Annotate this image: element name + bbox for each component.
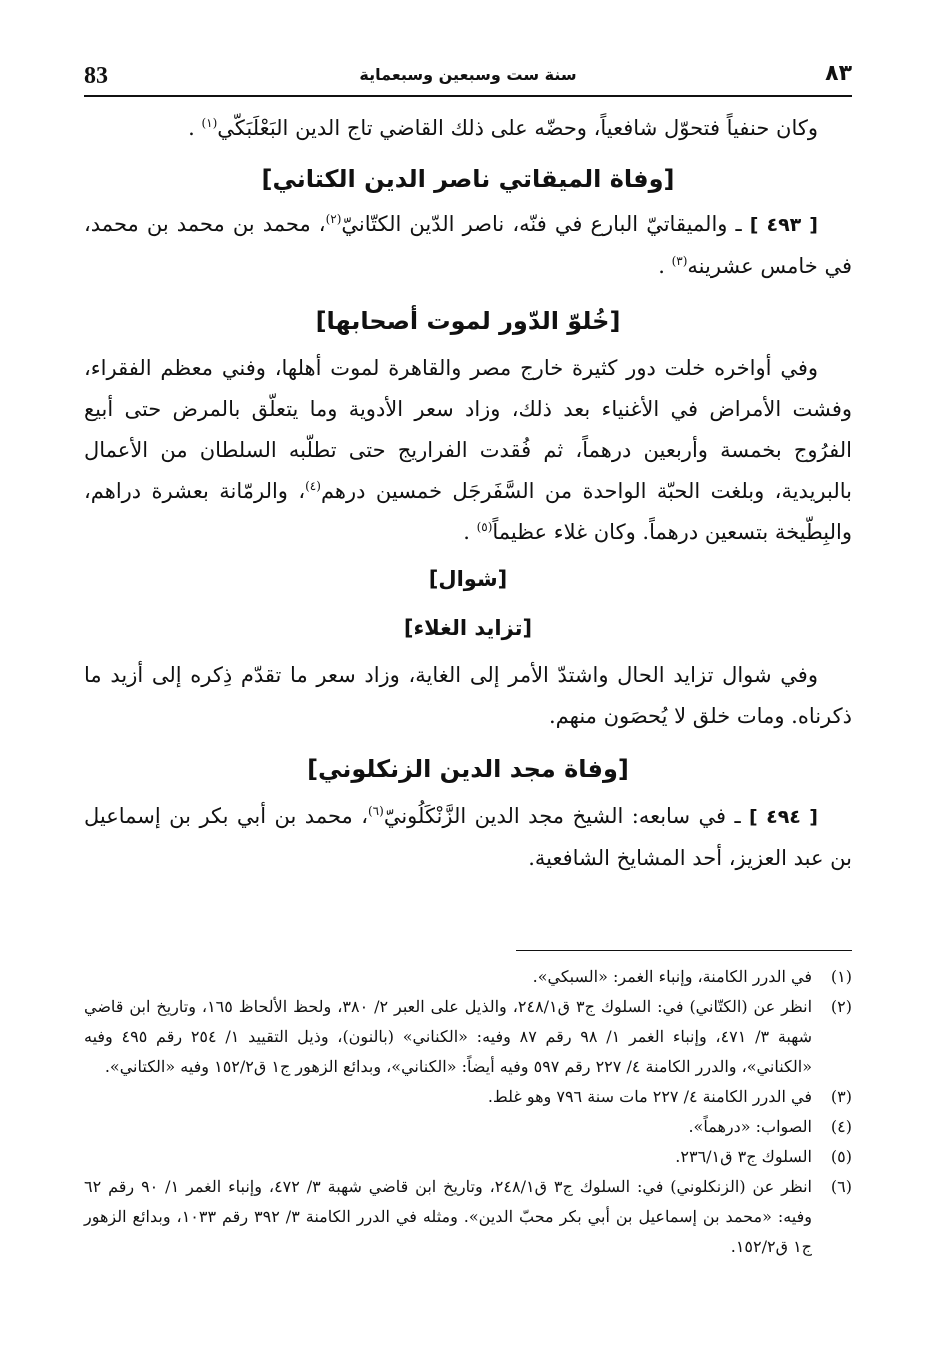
footnote-number: (٤) — [830, 1117, 852, 1136]
page-number-arabic: ٨٣ — [825, 61, 852, 86]
footnote-4 — [84, 1112, 852, 1142]
heading-miqati-death: [وفاة الميقاتي ناصر الدين الكتاني] — [261, 165, 675, 193]
entry-number: [ ٤٩٣ ] — [749, 214, 818, 236]
footnote-ref: (٢) — [325, 212, 342, 226]
footnote-text: انظر عن (الكتّاني) في: السلوك ج٣ ق٢٤٨/١، والذيل على العبر ٢/ ٣٨٠، ولحظ الألحاظ ١٦٥، وتاريخ ابن قاضي شهبة ٣/ ٤٧١، وإنباء الغمر ١/ ٩٨ رقم ٨٧ وفيه: «الكناني» (بالنون)، وذيل التقييد ١/ ٢٥٤ رقم ٤٩٥ وفيه «الكناني»، والدرر الكامنة ٤/ ٢٢٧ رقم ٥٩٧ وفيه أيضاً: «الكناني»، وبدائع الزهور ج١ ق١٥٢/٢ وفيه «الكتاني». — [84, 997, 813, 1076]
page-header — [84, 55, 852, 95]
entry-494: [ ٤٩٤ ] ـ في سابعه: الشيخ مجد الدين الزَّنْكَلُونيّ$^{(٦)}$، محمد بن أبي بكر بن إسماعيل بن عبد العزيز، أحد المشايخ الشافعية. — [84, 804, 852, 870]
footnote-number: (٦) — [830, 1177, 852, 1196]
footnote-ref: (١) — [201, 116, 218, 130]
paragraph-epidemic: وفي أواخره خلت دور كثيرة خارج مصر والقاهرة لموت أهلها، وفني معظم الفقراء، وفشت الأمراض في الأغنياء بعد ذلك، وزاد سعر الأدوية وما يتعلّق بالمرض حتى أبيع الفرُوج بخمسة وأربعين درهماً، ثم فُقدت الفراريج حتى تطلّبه السلطان من الأعمال بالبريدية، وبلغت الحبّة الواحدة من السَّفَرجَل خمسين درهم$^{(٤)}$، والرمّانة بعشرة دراهم، والبِطّيخة بتسعين درهماً. وكان غلاء عظيماً$^{(٥)}$ . — [84, 356, 852, 544]
footnotes — [84, 962, 852, 1262]
footnote-ref: (٥) — [476, 520, 493, 534]
footnote-ref: (٤) — [305, 479, 321, 493]
footnote-ref: (٦) — [367, 804, 384, 818]
footnote-2 — [84, 992, 852, 1082]
main-text — [84, 108, 852, 879]
footnote-rule — [516, 950, 852, 951]
header-rule — [84, 95, 852, 97]
footnote-number: (١) — [830, 967, 852, 986]
heading-shawwal: [شوال] — [428, 567, 508, 591]
heading-zankaluni-death: [وفاة مجد الدين الزنكلوني] — [307, 755, 629, 783]
footnote-ref: (٣) — [671, 254, 688, 268]
running-title: سنة ست وسبعين وسبعماية — [359, 65, 577, 84]
footnote-3 — [84, 1082, 852, 1112]
footnote-number: (٥) — [830, 1147, 852, 1166]
entry-number: [ ٤٩٤ ] — [749, 806, 818, 828]
footnote-number: (٣) — [830, 1087, 852, 1106]
footnote-1 — [84, 962, 852, 992]
footnote-5 — [84, 1142, 852, 1172]
heading-empty-houses: [خُلوّ الدّور لموت أصحابها] — [315, 307, 621, 335]
footnote-text: الصواب: «درهماً». — [688, 1117, 812, 1136]
entry-493: [ ٤٩٣ ] ـ والميقاتيّ البارع في فنّه، ناصر الدّين الكتّانيّ$^{(٢)}$، محمد بن محمد بن محمد، في خامس عشرينه$^{(٣)}$ . — [84, 212, 852, 278]
footnote-text: السلوك ج٣ ق٢٣٦/١. — [675, 1147, 812, 1166]
page-number-latin: 83 — [84, 63, 108, 89]
footnote-number: (٢) — [830, 997, 852, 1016]
paragraph-hanafi: وكان حنفياً فتحوّل شافعياً، وحضّه على ذلك القاضي تاج الدين البَعْلَبَكّي$^{(١)}$ . — [188, 116, 818, 140]
footnote-text: في الدرر الكامنة ٤/ ٢٢٧ مات سنة ٧٩٦ وهو غلط. — [487, 1087, 812, 1106]
paragraph-shawwal: وفي شوال تزايد الحال واشتدّ الأمر إلى الغاية، وزاد سعر ما تقدّم ذِكره إلى أزيد ما ذكرناه. ومات خلق لا يُحصَون منهم. — [84, 663, 852, 728]
heading-rising-prices: [تزايد الغلاء] — [403, 616, 533, 640]
footnote-text: انظر عن (الزنكلوني) في: السلوك ج٣ ق٢٤٨/١، وتاريخ ابن قاضي شهبة ٣/ ٤٧٢، وإنباء الغمر ١/ ٩٠ رقم ٦٢ وفيه: «محمد بن إسماعيل بن أبي بكر محبّ الدين». ومثله في الدرر الكامنة ٣/ ٣٩٢ رقم ١٠٣٣، وبدائع الزهور ج١ ق١٥٢/٢. — [84, 1177, 813, 1256]
footnote-6 — [84, 1172, 852, 1262]
footnote-text: في الدرر الكامنة، وإنباء الغمر: «السبكي». — [532, 967, 812, 986]
